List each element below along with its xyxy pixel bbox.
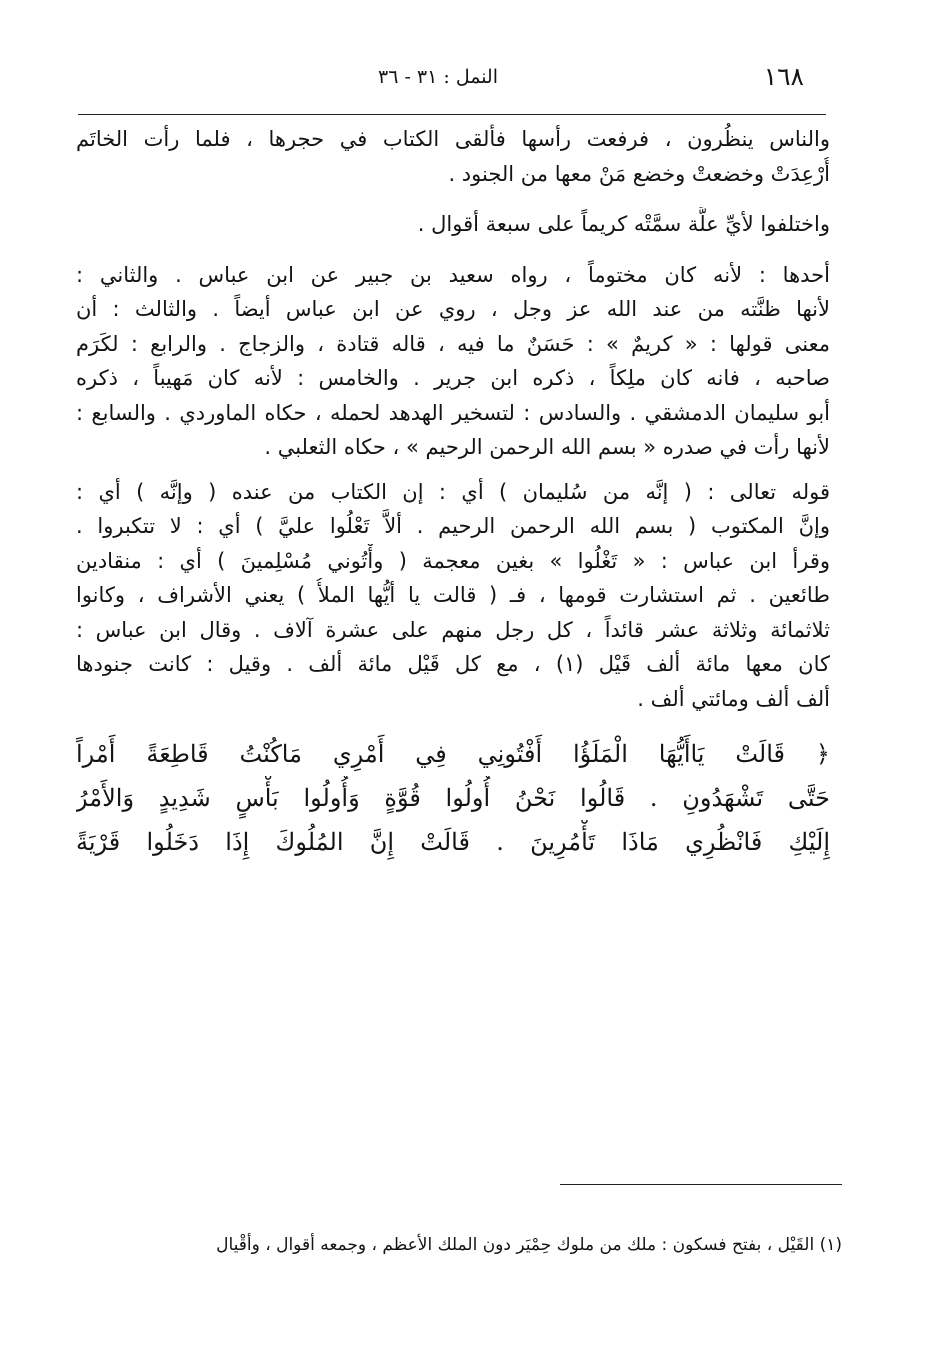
footnote: (١) القَيْل ، بفتح فسكون : ملك من ملوك حِمْيَر دون الملك الأعظم ، وجمعه أقوال ، وأقْيال	[216, 1235, 842, 1255]
text-line: أُرْعِدَتْ وخضعتْ وخضع مَنْ معها من الجنود .	[448, 161, 830, 186]
text-line: طائعين . ثم استشارت قومها ، فـ ( قالت يا أيُّها الملأُ ) يعني الأشراف ، وكانوا	[76, 583, 830, 607]
main-text	[76, 122, 830, 864]
paragraph	[76, 475, 830, 717]
text-line: لأنها رأت في صدره « بسم الله الرحمن الرحيم » ، حكاه الثعلبي .	[264, 435, 830, 459]
verse-line: ﴿ قَالَتْ يَاأَيُّهَا الْمَلَؤُا أَفْتُونِي فِي أَمْرِي مَاكُنْتُ قَاطِعَةً أَمْراً	[76, 740, 830, 768]
text-line: ألف ألف ومائتي ألف .	[637, 686, 830, 711]
text-line: لأنها ظنَّته من عند الله عز وجل ، روي عن ابن عباس أيضاً . والثالث : أن	[76, 297, 830, 321]
text-line: ثلاثمائة وثلاثة عشر قائداً ، كل رجل منهم على عشرة آلاف . وقال ابن عباس :	[76, 617, 830, 642]
paragraph	[76, 258, 830, 465]
text-line: والناس ينظُرون ، فرفعت رأسها فألقى الكتاب في حجرها ، فلما رأت الخاتَم	[76, 127, 830, 151]
text-line: كان معها مائة ألف قَيْل (١) ، مع كل قَيْل مائة ألف . وقيل : كانت جنودها	[76, 652, 830, 676]
text-line: أبو سليمان الدمشقي . والسادس : لتسخير الهدهد لحمله ، حكاه الماوردي . والسابع :	[76, 400, 830, 425]
quran-verse-block	[76, 732, 830, 864]
text-line: واختلفوا لأيِّ علَّة سمَّتْه كريماً على سبعة أقوال .	[417, 212, 830, 236]
running-head: النمل : ٣١ - ٣٦	[378, 66, 498, 88]
footnote-rule	[560, 1184, 842, 1185]
text-line: أحدها : لأنه كان مختوماً ، رواه سعيد بن جبير عن ابن عباس . والثاني :	[76, 262, 830, 287]
verse-line: حَتَّى تَشْهَدُونِ . قَالُوا نَحْنُ أُولُوا قُوَّةٍ وَأُولُوا بَأْسٍ شَدِيدٍ وَالأَمْرُ	[76, 784, 830, 812]
text-line: معنى قولها : « كريمٌ » : حَسَنٌ ما فيه ، قاله قتادة ، والزجاج . والرابع : لكَرَم	[76, 331, 830, 356]
paragraph	[76, 207, 830, 242]
text-line: صاحبه ، فانه كان ملِكاً ، ذكره ابن جرير . والخامس : لأنه كان مَهيباً ، ذكره	[76, 366, 830, 390]
text-line: قوله تعالى : ( إنَّه من سُليمان ) أي : إن الكتاب من عنده ( وإنَّه ) أي :	[76, 479, 830, 504]
header-rule	[78, 114, 826, 115]
page-header	[78, 58, 860, 98]
paragraph	[76, 122, 830, 191]
text-line: وقرأ ابن عباس : « تَغْلُوا » بغين معجمة ( وأْتُوني مُسْلِمينَ ) أي : منقادين	[76, 548, 830, 573]
page-number: ١٦٨	[763, 62, 804, 91]
text-line: وإنَّ المكتوب ( بسم الله الرحمن الرحيم . ألاَّ تَعْلُوا عليَّ ) أي : لا تتكبروا .	[76, 514, 830, 538]
verse-line: إِلَيْكِ فَانْظُرِي مَاذَا تَأْمُرِينَ . قَالَتْ إِنَّ المُلُوكَ إِذَا دَخَلُوا قَرْيَةً	[76, 828, 830, 856]
